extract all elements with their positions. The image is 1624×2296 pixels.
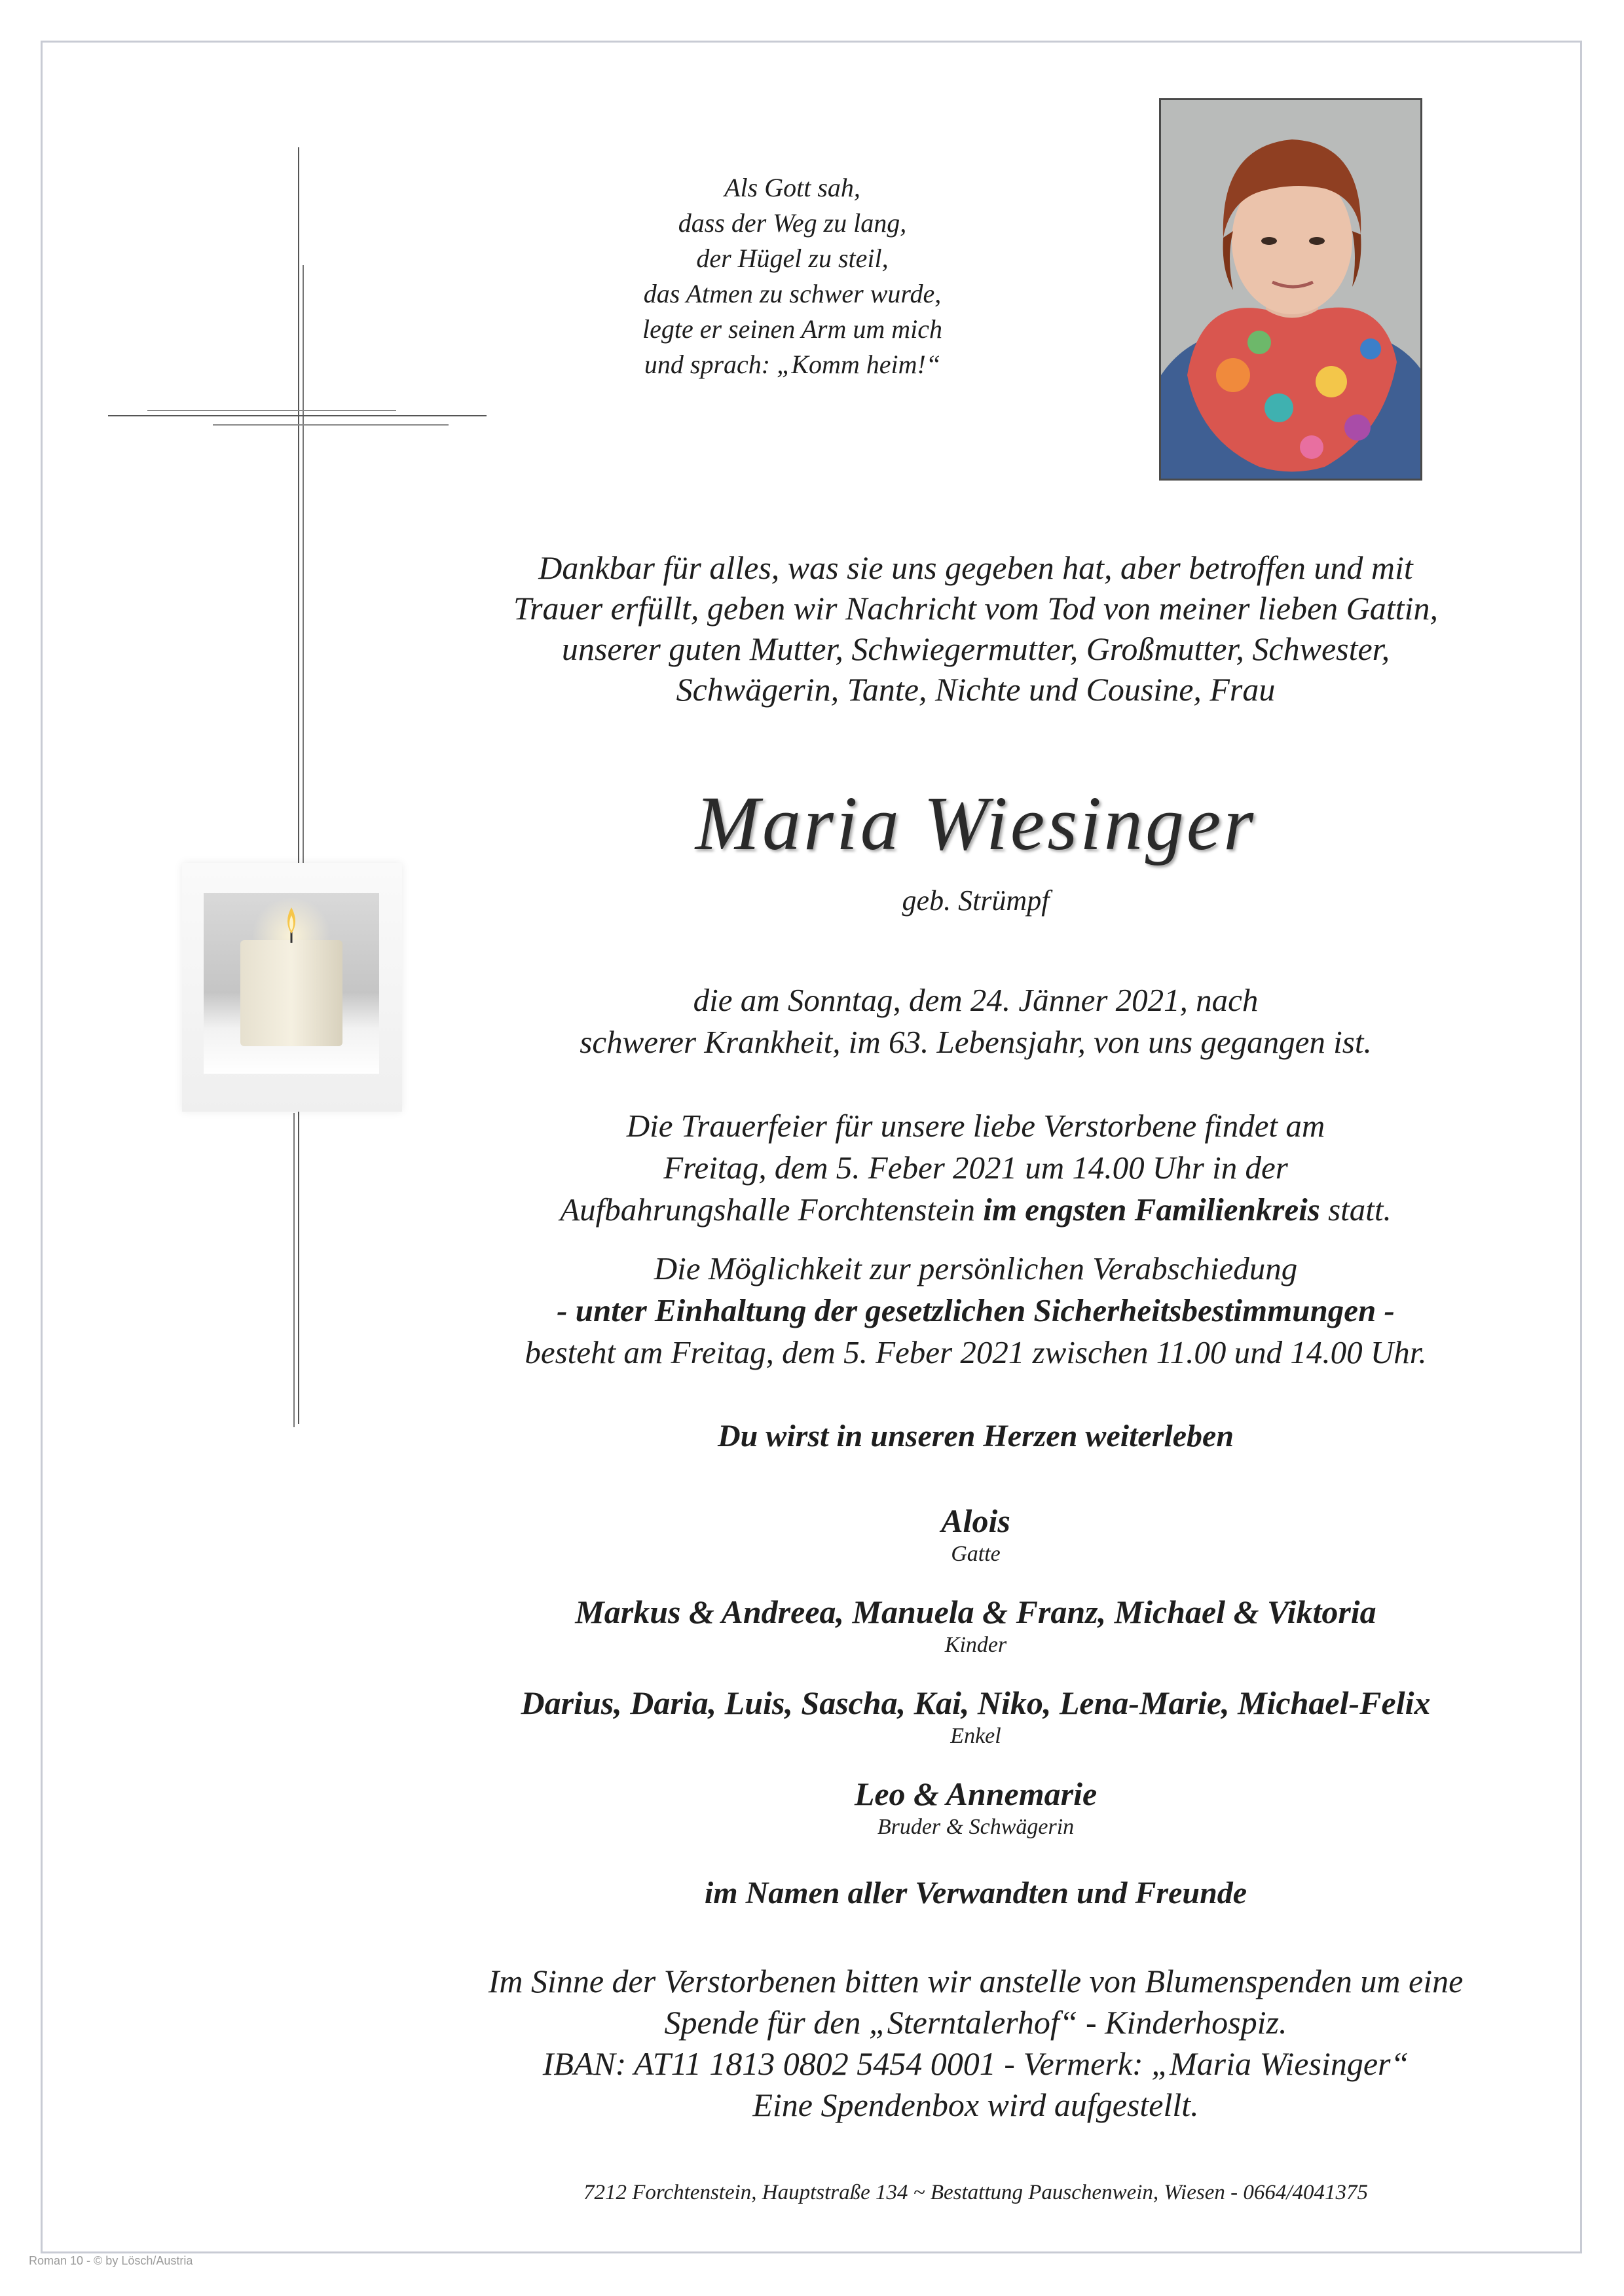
- farewell-safety-note: - unter Einhaltung der gesetzlichen Sicherheitsbestimmungen -: [557, 1292, 1395, 1328]
- funeral-location: Aufbahrungshalle Forchtenstein: [560, 1192, 984, 1228]
- mourner-role: Bruder & Schwägerin: [877, 1815, 1075, 1839]
- portrait-photo: [1159, 98, 1422, 481]
- death-line: schwerer Krankheit, im 63. Lebensjahr, von uns gegangen ist.: [580, 1024, 1372, 1060]
- candle-icon: [204, 893, 379, 1074]
- funeral-line: Freitag, dem 5. Feber 2021 um 14.00 Uhr in der: [663, 1150, 1288, 1186]
- mourner-group: [367, 1774, 1585, 1841]
- deceased-name: Maria Wiesinger: [695, 780, 1257, 866]
- funeral-home-address: 7212 Forchtenstein, Hauptstraße 134 ~ Bestattung Pauschenwein, Wiesen - 0664/4041375: [583, 2181, 1369, 2204]
- mourner-names: Alois: [941, 1503, 1010, 1539]
- donation-line: IBAN: AT11 1813 0802 5454 0001 - Vermerk: „Maria Wiesinger“: [542, 2045, 1409, 2082]
- mourner-role: Gatte: [951, 1542, 1001, 1566]
- funeral-private-note: im engsten Familienkreis: [983, 1192, 1320, 1228]
- death-line: die am Sonntag, dem 24. Jänner 2021, nach: [693, 982, 1259, 1018]
- mourner-names: Leo & Annemarie: [854, 1776, 1098, 1812]
- intro-line: Schwägerin, Tante, Nichte und Cousine, Frau: [676, 671, 1276, 708]
- intro-line: unserer guten Mutter, Schwiegermutter, Großmutter, Schwester,: [561, 630, 1390, 667]
- poem-line: das Atmen zu schwer wurde,: [643, 279, 942, 308]
- mourner-group: [367, 1683, 1585, 1750]
- death-notice: [367, 979, 1585, 1063]
- poem-line: und sprach: „Komm heim!“: [644, 350, 941, 379]
- poem-line: legte er seinen Arm um mich: [642, 314, 943, 344]
- intro-line: Trauer erfüllt, geben wir Nachricht vom Tod von meiner lieben Gattin,: [513, 590, 1438, 627]
- funeral-line: [367, 1189, 1585, 1231]
- poem-line: dass der Weg zu lang,: [678, 208, 907, 238]
- farewell-line: besteht am Freitag, dem 5. Feber 2021 zwischen 11.00 und 14.00 Uhr.: [525, 1334, 1427, 1370]
- donation-line: Im Sinne der Verstorbenen bitten wir anstelle von Blumenspenden um eine: [488, 1963, 1464, 1999]
- farewell-line: Die Möglichkeit zur persönlichen Verabschiedung: [654, 1250, 1298, 1286]
- mourner-names: Markus & Andreea, Manuela & Franz, Michael & Viktoria: [575, 1594, 1376, 1630]
- funeral-info: [367, 1105, 1585, 1231]
- mourner-role: Enkel: [950, 1724, 1001, 1748]
- poem-line: der Hügel zu steil,: [696, 244, 889, 273]
- mourner-role: Kinder: [944, 1633, 1007, 1657]
- maiden-name: geb. Strümpf: [902, 884, 1050, 917]
- donation-line: Eine Spendenbox wird aufgestellt.: [752, 2086, 1199, 2123]
- announcement-intro: [367, 547, 1585, 710]
- mourner-names: Darius, Daria, Luis, Sascha, Kai, Niko, Lena-Marie, Michael-Felix: [521, 1685, 1431, 1721]
- funeral-line-end: statt.: [1320, 1192, 1392, 1228]
- mourner-group: [367, 1501, 1585, 1568]
- print-footer: Roman 10 - © by Lösch/Austria: [29, 2254, 193, 2267]
- funeral-line: Die Trauerfeier für unsere liebe Verstorbene findet am: [626, 1108, 1325, 1144]
- motto: Du wirst in unseren Herzen weiterleben: [717, 1419, 1234, 1453]
- intro-line: Dankbar für alles, was sie uns gegeben hat, aber betroffen und mit: [538, 549, 1413, 586]
- farewell-info: [367, 1248, 1585, 1374]
- poem-line: Als Gott sah,: [724, 173, 860, 202]
- closing-line: im Namen aller Verwandten und Freunde: [704, 1876, 1247, 1910]
- poem: [589, 170, 995, 382]
- mourner-group: [367, 1592, 1585, 1659]
- donation-line: Spende für den „Sterntalerhof“ - Kinderhospiz.: [664, 2004, 1287, 2041]
- donation-request: [367, 1961, 1585, 2126]
